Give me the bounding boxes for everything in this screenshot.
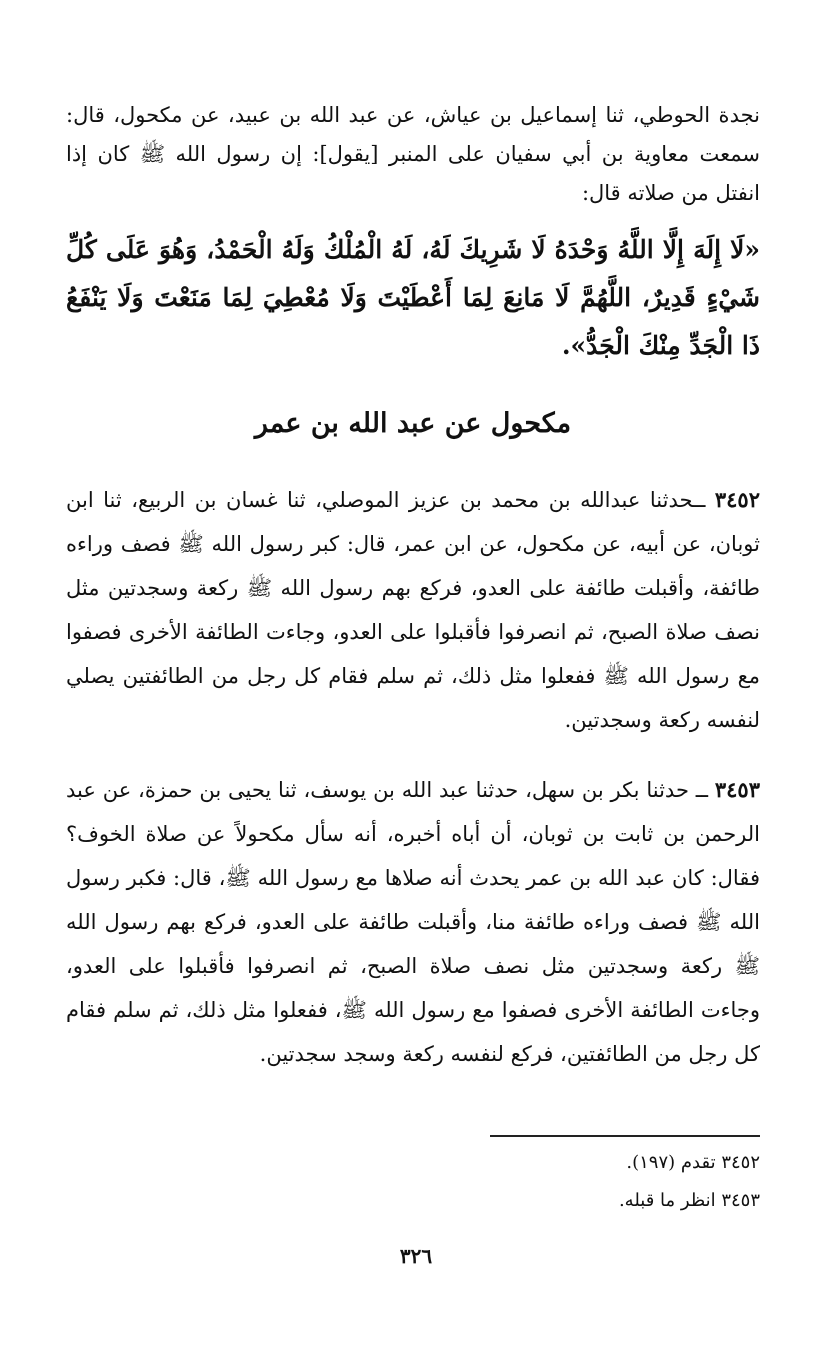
section-heading: مكحول عن عبد الله بن عمر — [254, 408, 572, 439]
page-number: ٣٢٦ — [399, 1244, 433, 1268]
footnote-3453: ٣٤٥٣ انظر ما قبله. — [618, 1190, 760, 1211]
hadith-number: ٣٤٥٢ — [714, 487, 760, 512]
hadith-quote: «لَا إِلَهَ إِلَّا اللَّهُ وَحْدَهُ لَا شَرِيكَ لَهُ، لَهُ الْمُلْكُ وَلَهُ الْحَمْدُ، وَهُوَ عَلَى كُلِّ شَيْءٍ قَدِيرٌ، اللَّهُمَّ لَا مَانِعَ لِمَا أَعْطَيْتَ وَلَا مُعْطِيَ لِمَا مَنَعْتَ وَلَا يَنْفَعُ ذَا الْجَدِّ مِنْكَ الْجَدُّ». — [66, 235, 760, 360]
hadith-3452-paragraph — [66, 478, 760, 742]
footnote-divider — [490, 1135, 760, 1137]
hadith-text: ــحدثنا عبدالله بن محمد بن عزيز الموصلي، ثنا غسان بن الربيع، ثنا ابن ثوبان، عن أبيه، عن مكحول، عن ابن عمر، قال: كبر رسول الله ﷺ فصف وراءه طائفة، وأقبلت طائفة على العدو، فركع بهم رسول الله ﷺ ركعة وسجدتين مثل نصف صلاة الصبح، ثم انصرفوا فأقبلوا على العدو، وجاءت الطائفة الأخرى فصفوا مع رسول الله ﷺ ففعلوا مثل ذلك، ثم سلم فقام كل رجل من الطائفتين يصلي لنفسه ركعة وسجدتين. — [66, 488, 760, 732]
hadith-text: ــ حدثنا بكر بن سهل، حدثنا عبد الله بن يوسف، ثنا يحيى بن حمزة، عن عبد الرحمن بن ثابت بن ثوبان، أن أباه أخبره، أنه سأل مكحولاً عن صلاة الخوف؟ فقال: كان عبد الله بن عمر يحدث أنه صلاها مع رسول الله ﷺ، قال: فكبر رسول الله ﷺ فصف وراءه طائفة منا، وأقبلت طائفة على العدو، فركع بهم رسول الله ﷺ ركعة وسجدتين مثل نصف صلاة الصبح، ثم انصرفوا فأقبلوا على العدو، وجاءت الطائفة الأخرى فصفوا مع رسول الله ﷺ، ففعلوا مثل ذلك، ثم سلم فقام كل رجل من الطائفتين، فركع لنفسه ركعة وسجد سجدتين. — [66, 778, 760, 1066]
hadith-number: ٣٤٥٣ — [714, 777, 760, 802]
footnote-3452: ٣٤٥٢ تقدم (١٩٧). — [626, 1152, 760, 1173]
intro-paragraph: نجدة الحوطي، ثنا إسماعيل بن عياش، عن عبد الله بن عبيد، عن مكحول، قال: سمعت معاوية بن أبي سفيان على المنبر [يقول]: إن رسول الله ﷺ كان إذا انفتل من صلاته قال: — [66, 103, 760, 205]
hadith-3453-paragraph — [66, 768, 760, 1076]
